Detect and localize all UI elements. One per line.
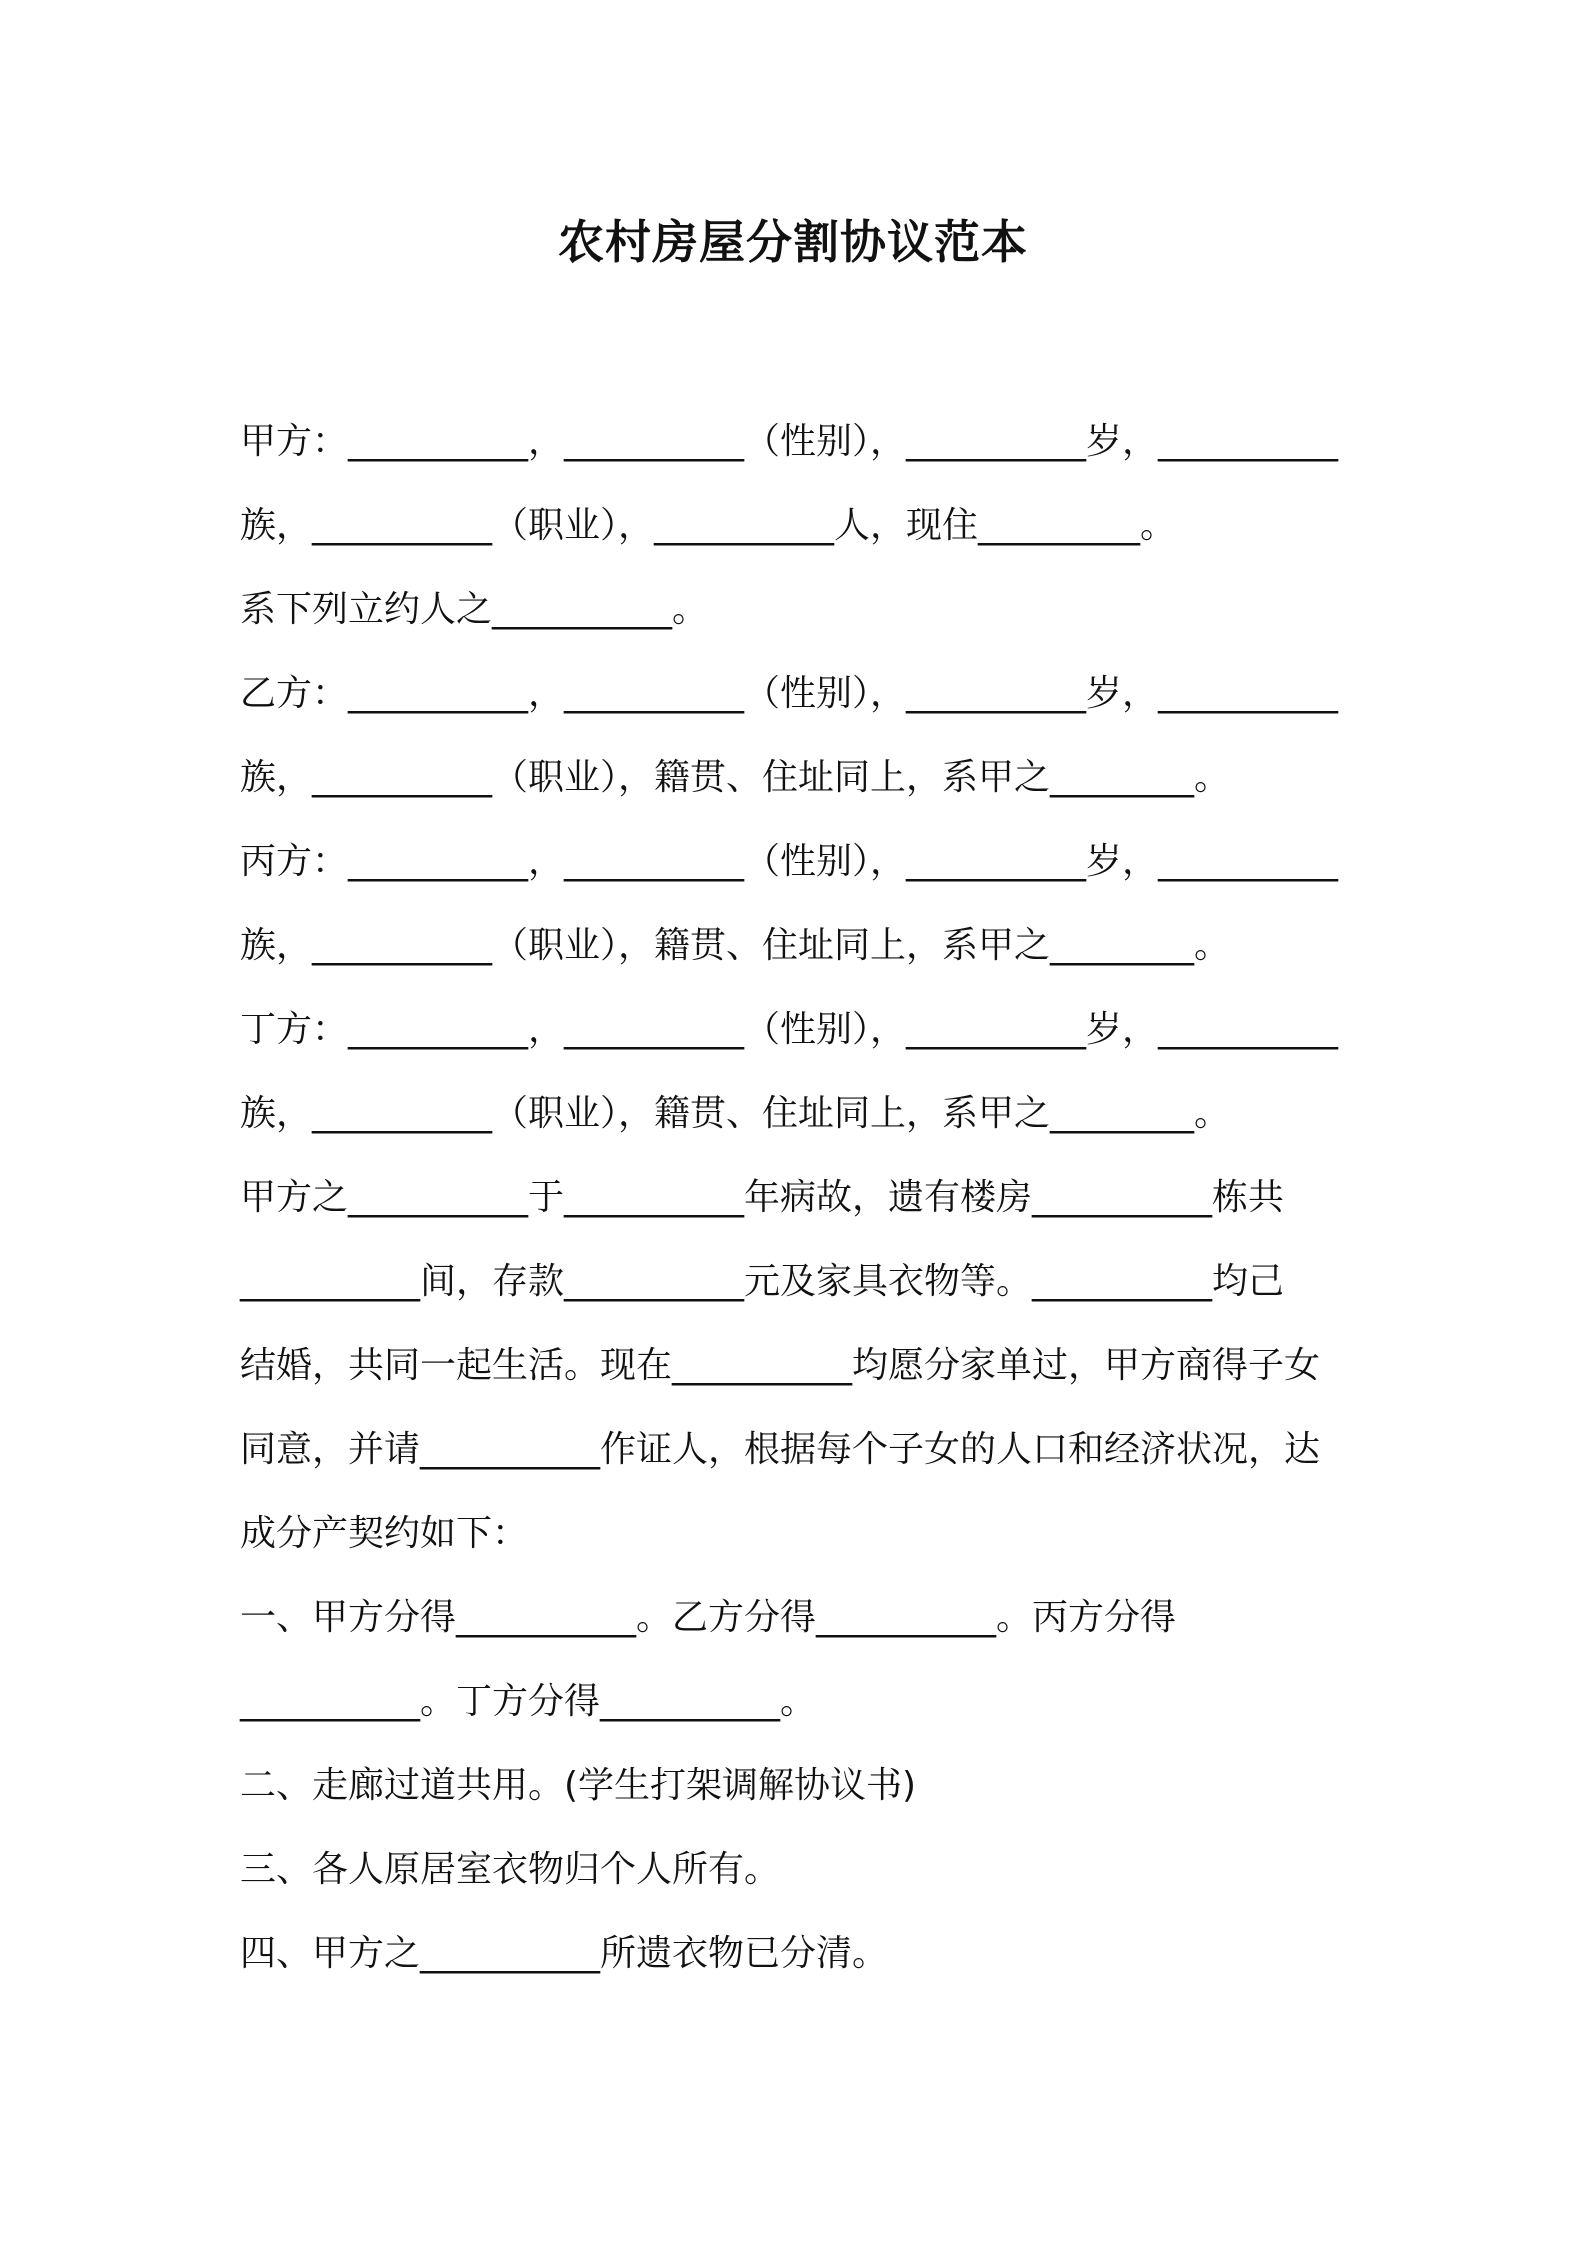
clause-3: 三、各人原居室衣物归个人所有。: [240, 1849, 781, 1890]
party-d-line-1: 丁方：__________，__________（性别），__________岁，__________: [240, 1009, 1339, 1050]
party-a-line-2: 族，__________（职业），__________人，现住_________。: [240, 505, 1177, 546]
party-c-line-2: 族，__________（职业），籍贯、住址同上，系甲之________。: [240, 925, 1231, 966]
preamble-line-2: __________间，存款__________元及家具衣物等。__________均己: [240, 1261, 1285, 1302]
preamble-line-1: 甲方之__________于__________年病故，遗有楼房__________栋共: [240, 1177, 1285, 1218]
party-c-line-1: 丙方：__________，__________（性别），__________岁，__________: [240, 841, 1339, 882]
clause-1-line-2: __________。丁方分得__________。: [240, 1681, 817, 1722]
clause-1-line-1: 一、甲方分得__________。乙方分得__________。丙方分得: [240, 1597, 1177, 1638]
preamble-line-5: 成分产契约如下：: [240, 1513, 529, 1554]
document-body: [240, 400, 1360, 1996]
party-b-line-1: 乙方：__________，__________（性别），__________岁，__________: [240, 673, 1339, 714]
preamble-line-3: 结婚，共同一起生活。现在__________均愿分家单过，甲方商得子女: [240, 1345, 1321, 1386]
party-a-line-1: 甲方：__________，__________（性别），__________岁，__________: [240, 421, 1339, 462]
party-b-line-2: 族，__________（职业），籍贯、住址同上，系甲之________。: [240, 757, 1231, 798]
document-title: 农村房屋分割协议范本: [558, 215, 1028, 269]
party-a-line-3: 系下列立约人之__________。: [240, 589, 709, 630]
clause-2: 二、走廊过道共用。(学生打架调解协议书): [240, 1765, 917, 1806]
party-d-line-2: 族，__________（职业），籍贯、住址同上，系甲之________。: [240, 1093, 1231, 1134]
clause-4: 四、甲方之__________所遗衣物已分清。: [240, 1933, 889, 1974]
preamble-line-4: 同意，并请__________作证人，根据每个子女的人口和经济状况，达: [240, 1429, 1321, 1470]
